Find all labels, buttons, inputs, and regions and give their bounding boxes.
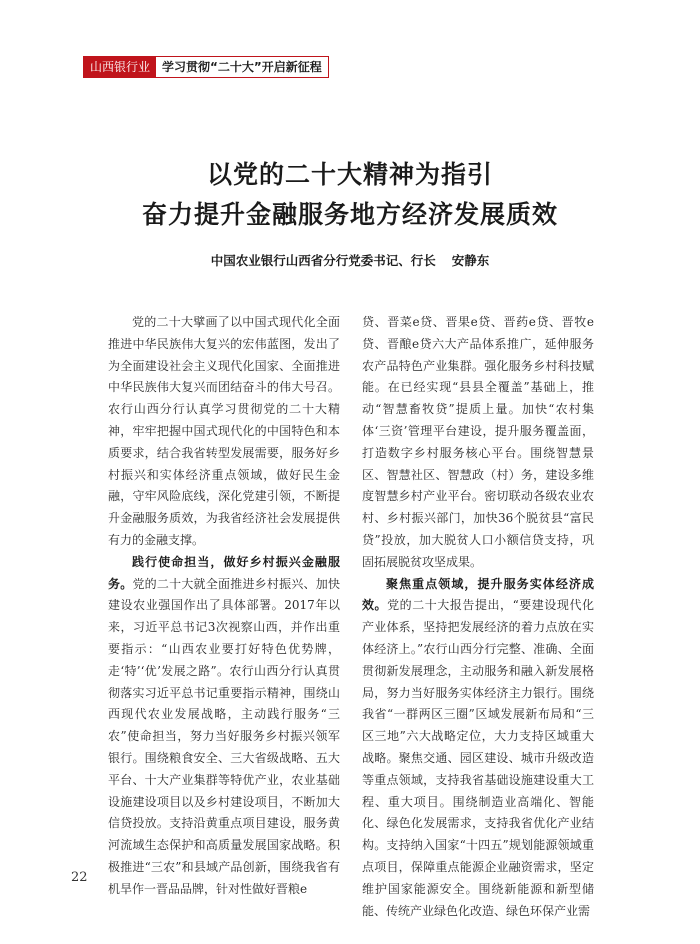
- left-column: [108, 312, 340, 901]
- left-paragraph-2-heading: 践行使命担当，做好乡村振兴金融服务。: [108, 554, 340, 591]
- left-paragraph-2-body: 党的二十大就全面推进乡村振兴、加快建设农业强国作出了具体部署。2017年以来，习近平总书记3次视察山西，并作出重要指示：“山西农业要打好特色优势牌，走‘特’‘优’发展之路”。农行山西分行认真贯彻落实习近平总书记重要指示精神，围绕山西现代农业发展战略，主动践行服务“三农”使命担当，努力当好服务乡村振兴领军银行。围绕粮食安全、三大省级战略、五大平台、十大产业集群等特优产业，农业基础设施建设项目以及乡村建设项目，不断加大信贷投放。支持沿黄重点项目建设，服务黄河流域生态保护和高质量发展国家战略。积极推进“三农”和县域产品创新，围绕我省有机旱作一晋品品牌，针对性做好晋粮e: [108, 576, 340, 896]
- section-badge: 山西银行业: [84, 57, 156, 77]
- article-author: [0, 251, 700, 269]
- right-paragraph-1: 贷、晋菜e贷、晋果e贷、晋药e贷、晋牧e贷、晋酿e贷六大产品体系推广，延伸服务农产品特色产业集群。强化服务乡村科技赋能。在已经实现“县县全覆盖”基础上，推动“智慧畜牧贷”提质上量。加快“农村集体‘三资’管理平台建设，提升服务覆盖面，打造数字乡村服务核心平台。围绕智慧景区、智慧社区、智慧政（村）务，建设多维度智慧乡村产业平台。密切联动各级农业农村、乡村振兴部门，加快36个脱贫县“富民贷”投放，加大脱贫人口小额信贷支持，巩固拓展脱贫攻坚成果。: [362, 315, 594, 569]
- right-paragraph-2-body: 党的二十大报告提出，“要建设现代化产业体系，坚持把发展经济的着力点放在实体经济上。”农行山西分行完整、准确、全面贯彻新发展理念，主动服务和融入新发展格局，努力当好服务实体经济主力银行。围绕我省“一群两区三圈”区域发展新布局和“三区三地”六大战略定位，大力支持区域重大战略。聚焦交通、园区建设、城市升级改造等重点领域，支持我省基础设施建设重大工程、重大项目。围绕制造业高端化、智能化、绿色化发展需求，支持我省优化产业结构。支持纳入国家“十四五”规划能源领域重点项目，保障重点能源企业融资需求，坚定维护国家能源安全。围绕新能源和新型储能、传统产业绿色化改造、绿色环保产业需: [362, 598, 594, 918]
- right-paragraph-2: [362, 574, 594, 923]
- right-column: [362, 312, 594, 922]
- left-paragraph-2: [108, 552, 340, 901]
- article-title-line2: 奋力提升金融服务地方经济发展质效: [141, 200, 558, 229]
- section-header: [83, 56, 329, 78]
- page-number: 22: [71, 870, 88, 885]
- section-title: 学习贯彻“二十大”开启新征程: [156, 57, 328, 77]
- author-role: 中国农业银行山西省分行党委书记、行长: [210, 253, 436, 268]
- left-paragraph-1: 党的二十大擘画了以中国式现代化全面推进中华民族伟大复兴的宏伟蓝图，发出了为全面建设社会主义现代化国家、全面推进中华民族伟大复兴而团结奋斗的伟大号召。农行山西分行认真学习贯彻党的二十大精神，牢牢把握中国式现代化的中国特色和本质要求，结合我省转型发展需要，服务好乡村振兴和实体经济重点领域，做好民生金融，守牢风险底线，深化党建引领，不断提升金融服务质效，为我省经济社会发展提供有力的金融支撑。: [108, 315, 340, 547]
- article-title-line1: 以党的二十大精神为指引: [206, 160, 493, 189]
- author-name: 安静东: [451, 253, 490, 268]
- right-paragraph-2-heading: 聚焦重点领域，提升服务实体经济成效。: [362, 576, 594, 613]
